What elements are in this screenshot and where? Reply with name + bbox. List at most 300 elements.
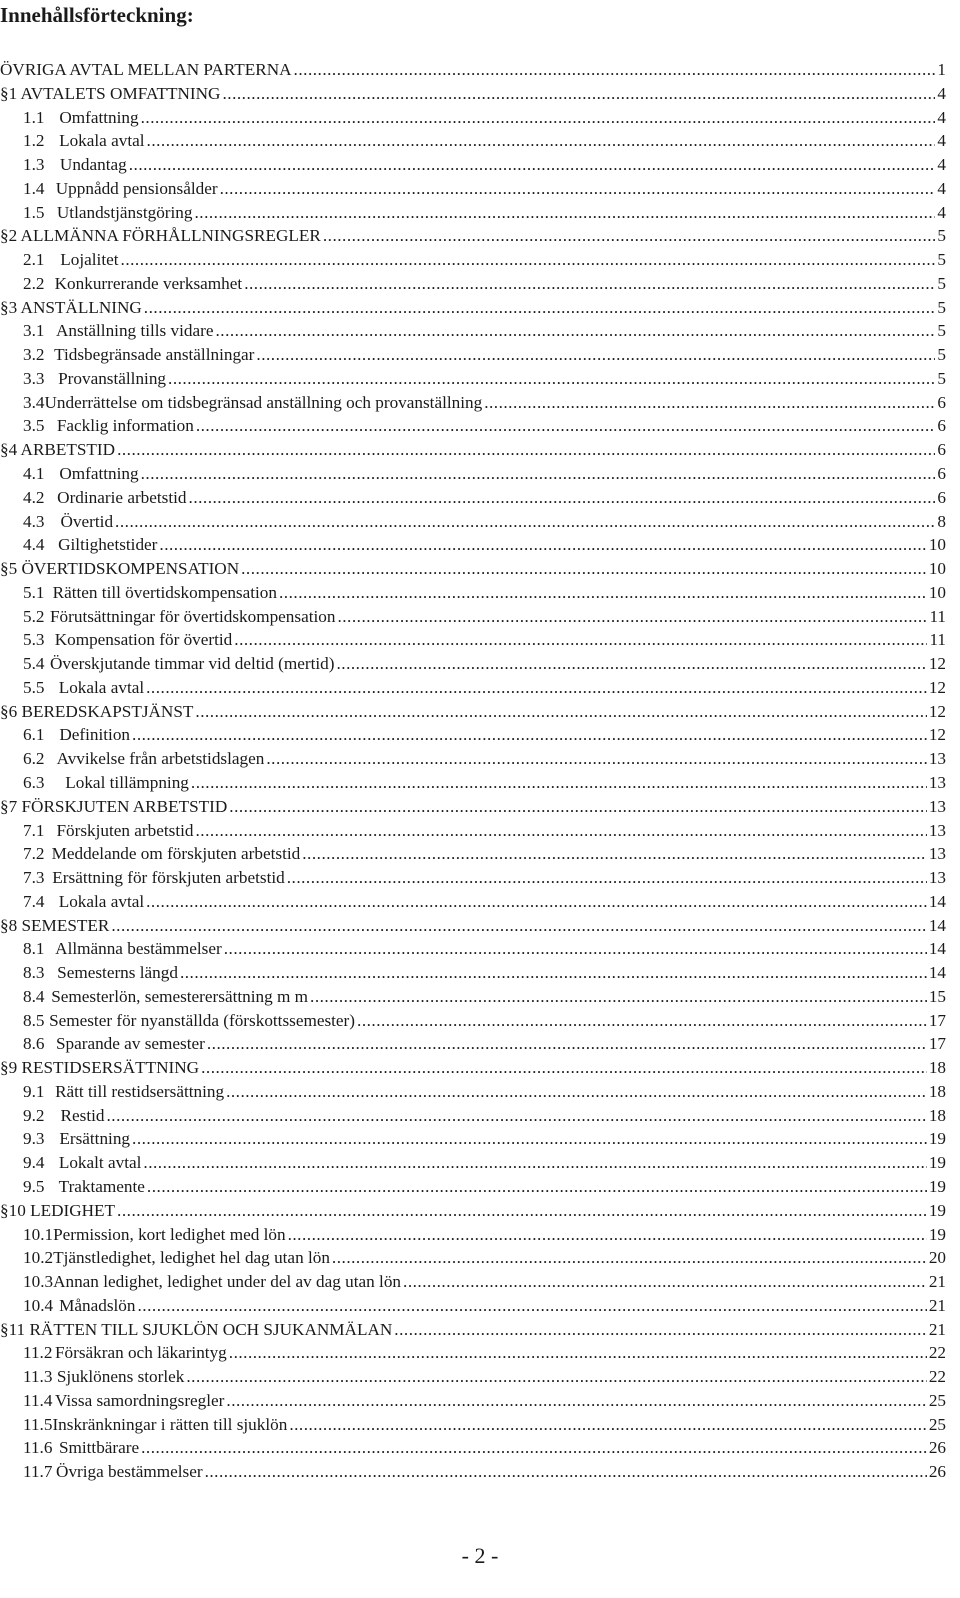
dot-leader	[159, 533, 926, 557]
dot-leader	[195, 700, 926, 724]
dot-leader	[224, 937, 927, 961]
toc-entry[interactable]	[0, 248, 946, 272]
toc-entry-page: 13	[928, 772, 946, 792]
toc-entry-title: 1 AVTALETS OMFATTNING	[8, 83, 221, 103]
toc-entry[interactable]	[0, 795, 946, 819]
toc-entry-title: Sjuklönens storlek	[56, 1367, 185, 1387]
toc-entry[interactable]	[0, 1175, 946, 1199]
toc-entry-page: 14	[928, 915, 946, 935]
toc-entry-number: 10.2	[23, 1248, 54, 1268]
toc-entry-page: 13	[928, 868, 946, 888]
toc-entry-number: 7.4	[23, 891, 45, 911]
toc-entry[interactable]	[0, 1199, 946, 1223]
toc-entry-number: 7.1	[23, 820, 45, 840]
dot-leader	[229, 1341, 927, 1365]
toc-entry[interactable]	[0, 177, 946, 201]
dot-leader	[336, 652, 926, 676]
toc-entry-page: 10	[928, 559, 946, 579]
toc-entry-page: 5	[937, 345, 946, 365]
toc-entry-page: 18	[928, 1081, 946, 1101]
toc-entry-title: Anställning tills vidare	[55, 321, 214, 341]
toc-entry[interactable]	[0, 1080, 946, 1104]
section-sign: §	[0, 83, 9, 103]
toc-entry-title: 4 ARBETSTID	[8, 440, 116, 460]
dot-leader	[287, 866, 927, 890]
toc-entry[interactable]	[0, 1460, 946, 1484]
dot-leader	[226, 1080, 927, 1104]
toc-entry-page: 5	[937, 321, 946, 341]
toc-entry-page: 12	[928, 725, 946, 745]
toc-entry-page: 10	[928, 535, 946, 555]
toc-entry-page: 25	[928, 1390, 946, 1410]
toc-entry-page: 6	[937, 416, 946, 436]
toc-entry[interactable]	[0, 723, 946, 747]
toc-heading: Innehållsförteckning:	[0, 3, 194, 27]
toc-entry-page: 5	[937, 368, 946, 388]
toc-entry-page: 19	[928, 1200, 946, 1220]
toc-entry-number: 1.4	[23, 178, 45, 198]
toc-entry-number: 11.2	[23, 1343, 53, 1363]
toc-entry-title: Lokalt avtal	[58, 1153, 142, 1173]
dot-leader	[146, 676, 927, 700]
dot-leader	[147, 129, 936, 153]
toc-entry-number: 8.3	[23, 963, 45, 983]
dot-leader	[215, 319, 935, 343]
toc-entry-title: Ordinarie arbetstid	[57, 487, 187, 507]
toc-entry[interactable]	[0, 224, 946, 248]
toc-entry-number: 11.3	[23, 1367, 53, 1387]
toc-entry-page: 15	[928, 986, 946, 1006]
dot-leader	[138, 1294, 927, 1318]
toc-entry-page: 4	[937, 107, 946, 127]
dot-leader	[141, 462, 936, 486]
toc-entry-number: 3.4	[23, 392, 45, 412]
dot-leader	[144, 296, 936, 320]
toc-entry-title: Annan ledighet, ledighet under del av dag utan lön	[53, 1272, 402, 1292]
toc-entry[interactable]	[0, 58, 946, 82]
toc-entry-page: 13	[928, 749, 946, 769]
toc-entry-number: 4.3	[23, 511, 45, 531]
dot-leader	[220, 177, 936, 201]
toc-entry-title: Ersättning	[59, 1129, 131, 1149]
dot-leader	[111, 914, 926, 938]
dot-leader	[279, 581, 927, 605]
toc-entry-page: 5	[937, 250, 946, 270]
toc-entry-page: 6	[937, 440, 946, 460]
toc-entry-page: 22	[928, 1367, 946, 1387]
toc-entry[interactable]	[0, 129, 946, 153]
toc-entry-page: 5	[937, 226, 946, 246]
toc-entry[interactable]	[0, 1032, 946, 1056]
dot-leader	[337, 605, 927, 629]
dot-leader	[234, 628, 927, 652]
toc-entry-title: Permission, kort ledighet med lön	[53, 1224, 286, 1244]
dot-leader	[201, 1056, 927, 1080]
toc-entry-title: Avvikelse från arbetstidslagen	[53, 749, 265, 769]
toc-entry-page: 6	[937, 487, 946, 507]
toc-entry-number: 4.2	[23, 487, 45, 507]
section-sign: §	[0, 915, 9, 935]
toc-entry-page: 1	[937, 60, 946, 79]
toc-entry-page: 21	[928, 1295, 946, 1315]
toc-entry-page: 13	[928, 796, 946, 816]
toc-entry-number: 8.1	[23, 939, 45, 959]
toc-entry-number: 3.2	[23, 345, 45, 365]
toc-entry-page: 6	[937, 464, 946, 484]
dot-leader	[129, 153, 936, 177]
toc-entry-title: Lokala avtal	[58, 677, 145, 697]
dot-leader	[323, 224, 936, 248]
section-sign: §	[0, 1058, 9, 1078]
toc-entry-title: Traktamente	[58, 1176, 145, 1196]
toc-entry-number: 5.5	[23, 677, 45, 697]
dot-leader	[146, 890, 927, 914]
toc-entry-title: Restid	[60, 1105, 105, 1125]
toc-entry-title: Provanställning	[58, 368, 167, 388]
toc-entry-page: 5	[937, 273, 946, 293]
dot-leader	[115, 510, 935, 534]
toc-entry-page: 22	[928, 1343, 946, 1363]
dot-leader	[357, 1009, 927, 1033]
toc-entry-title: Utlandstjänstgöring	[56, 202, 193, 222]
dot-leader	[310, 985, 927, 1009]
toc-entry-number: 1.2	[23, 131, 45, 151]
toc-entry-page: 14	[928, 891, 946, 911]
section-sign: §	[0, 297, 9, 317]
dot-leader	[244, 272, 935, 296]
toc-entry[interactable]	[0, 533, 946, 557]
toc-entry-number: 1.5	[23, 202, 45, 222]
toc-entry[interactable]	[0, 676, 946, 700]
toc-entry-number: 6.1	[23, 725, 45, 745]
toc-entry-number: 4.1	[23, 464, 45, 484]
dot-leader	[289, 1413, 927, 1437]
toc-entry[interactable]	[0, 652, 946, 676]
toc-entry-number: 2.1	[23, 250, 45, 270]
section-sign: §	[0, 559, 9, 579]
toc-entry-title: Övriga bestämmelser	[56, 1462, 203, 1482]
toc-entry-number: 5.4	[23, 654, 45, 674]
dot-leader	[132, 723, 927, 747]
toc-entry[interactable]	[0, 319, 946, 343]
dot-leader	[207, 1032, 927, 1056]
toc-entry[interactable]	[0, 272, 946, 296]
toc-entry-title: Kompensation för övertid	[54, 630, 233, 650]
toc-entry-title: Giltighetstider	[58, 535, 158, 555]
toc-entry-page: 4	[937, 83, 946, 103]
dot-leader	[294, 58, 936, 82]
toc-entry[interactable]	[0, 866, 946, 890]
toc-entry-page: 4	[937, 155, 946, 175]
toc-entry-number: 11.4	[23, 1390, 53, 1410]
dot-leader	[394, 1318, 927, 1342]
toc-entry[interactable]	[0, 842, 946, 866]
toc-entry-title: Ersättning för förskjuten arbetstid	[52, 868, 285, 888]
toc-entry-title: Försäkran och läkarintyg	[54, 1343, 227, 1363]
toc-entry-number: 5.2	[23, 606, 45, 626]
toc-entry-title: Sparande av semester	[55, 1034, 205, 1054]
toc-entry-page: 19	[928, 1224, 946, 1244]
toc-entry-page: 17	[928, 1010, 946, 1030]
dot-leader	[117, 438, 935, 462]
toc-entry-page: 19	[928, 1176, 946, 1196]
table-of-contents	[0, 58, 946, 1484]
toc-entry-page: 13	[928, 820, 946, 840]
toc-entry[interactable]	[0, 391, 946, 415]
toc-entry-number: 11.7	[23, 1462, 53, 1482]
dot-leader	[168, 367, 935, 391]
toc-entry[interactable]	[0, 1151, 946, 1175]
toc-entry[interactable]	[0, 1413, 946, 1437]
toc-entry[interactable]	[0, 510, 946, 534]
toc-entry[interactable]	[0, 771, 946, 795]
dot-leader	[195, 819, 926, 843]
toc-entry-number: 9.5	[23, 1176, 45, 1196]
toc-entry-title: Smittbärare	[58, 1438, 140, 1458]
toc-entry[interactable]	[0, 438, 946, 462]
toc-entry-page: 18	[928, 1105, 946, 1125]
toc-entry[interactable]	[0, 557, 946, 581]
dot-leader	[121, 248, 936, 272]
dot-leader	[205, 1460, 927, 1484]
dot-leader	[266, 747, 926, 771]
toc-entry-number: 3.3	[23, 368, 45, 388]
toc-entry-title: Undantag	[59, 155, 127, 175]
toc-entry-title: Semesterns längd	[57, 963, 178, 983]
dot-leader	[189, 486, 936, 510]
toc-entry-title: Lokala avtal	[58, 891, 145, 911]
toc-entry-number: 3.5	[23, 416, 45, 436]
toc-entry-number: 9.2	[23, 1105, 45, 1125]
toc-entry[interactable]	[0, 1389, 946, 1413]
toc-entry-title: Rätt till restidsersättning	[55, 1081, 225, 1101]
toc-entry-title: Underrättelse om tidsbegränsad anställning och provanställning	[44, 392, 483, 412]
toc-entry-page: 8	[937, 511, 946, 531]
page-number-footer: - 2 -	[461, 1543, 499, 1568]
toc-entry-title: Omfattning	[59, 107, 139, 127]
toc-entry-number: 10.1	[23, 1224, 54, 1244]
toc-entry-page: 5	[937, 297, 946, 317]
toc-entry[interactable]	[0, 1270, 946, 1294]
toc-entry-page: 12	[928, 677, 946, 697]
toc-entry[interactable]	[0, 1436, 946, 1460]
toc-entry-number: 2.2	[23, 273, 45, 293]
toc-entry-page: 12	[928, 701, 946, 721]
toc-entry[interactable]	[0, 1009, 946, 1033]
toc-entry[interactable]	[0, 605, 946, 629]
dot-leader	[403, 1270, 927, 1294]
toc-entry[interactable]	[0, 914, 946, 938]
toc-entry-title: Meddelande om förskjuten arbetstid	[51, 844, 301, 864]
dot-leader	[332, 1246, 927, 1270]
toc-entry[interactable]	[0, 82, 946, 106]
dot-leader	[191, 771, 927, 795]
dot-leader	[180, 961, 927, 985]
toc-entry[interactable]	[0, 1341, 946, 1365]
toc-entry[interactable]	[0, 414, 946, 438]
dot-leader	[141, 106, 936, 130]
toc-entry[interactable]	[0, 462, 946, 486]
toc-entry-title: 7 FÖRSKJUTEN ARBETSTID	[8, 796, 228, 816]
toc-entry-number: 9.1	[23, 1081, 45, 1101]
toc-entry-number: 8.4	[23, 986, 45, 1006]
toc-entry-page: 11	[929, 630, 946, 650]
toc-entry-page: 20	[928, 1248, 946, 1268]
dot-leader	[241, 557, 927, 581]
toc-entry-title: 3 ANSTÄLLNING	[8, 297, 142, 317]
toc-entry-number: 5.3	[23, 630, 45, 650]
dot-leader	[194, 201, 935, 225]
dot-leader	[132, 1127, 927, 1151]
toc-entry-number: 6.2	[23, 749, 45, 769]
dot-leader	[226, 1389, 926, 1413]
toc-entry[interactable]	[0, 1104, 946, 1128]
toc-entry-title: Uppnådd pensionsålder	[55, 178, 218, 198]
section-sign: §	[0, 1319, 9, 1339]
toc-entry-title: Övertid	[60, 511, 114, 531]
toc-entry[interactable]	[0, 700, 946, 724]
toc-entry-number: 4.4	[23, 535, 45, 555]
toc-entry-title: 9 RESTIDSERSÄTTNING	[8, 1058, 200, 1078]
section-sign: §	[0, 796, 9, 816]
toc-entry-page: 26	[928, 1462, 946, 1482]
toc-entry-title: Rätten till övertidskompensation	[52, 582, 277, 602]
dot-leader	[256, 343, 935, 367]
toc-entry[interactable]	[0, 296, 946, 320]
toc-entry-page: 4	[937, 202, 946, 222]
toc-entry-number: 3.1	[23, 321, 45, 341]
toc-entry[interactable]	[0, 937, 946, 961]
toc-entry-title: Facklig information	[56, 416, 194, 436]
toc-entry-page: 4	[937, 178, 946, 198]
toc-entry-title: Förutsättningar för övertidskompensation	[49, 606, 336, 626]
toc-entry-page: 6	[937, 392, 946, 412]
toc-entry[interactable]	[0, 1056, 946, 1080]
toc-entry-page: 25	[928, 1414, 946, 1434]
toc-entry[interactable]	[0, 890, 946, 914]
toc-entry[interactable]	[0, 747, 946, 771]
section-sign: §	[0, 226, 9, 246]
toc-entry-title: Förskjuten arbetstid	[56, 820, 194, 840]
dot-leader	[141, 1436, 927, 1460]
toc-entry-title: Inskränkningar i rätten till sjuklön	[52, 1414, 288, 1434]
toc-entry[interactable]	[0, 1246, 946, 1270]
toc-entry[interactable]	[0, 201, 946, 225]
toc-entry-page: 17	[928, 1034, 946, 1054]
toc-entry-page: 14	[928, 939, 946, 959]
toc-entry[interactable]	[0, 1127, 946, 1151]
toc-entry[interactable]	[0, 343, 946, 367]
toc-entry-number: 6.3	[23, 772, 45, 792]
toc-entry-title: Konkurrerande verksamhet	[54, 273, 243, 293]
toc-entry[interactable]	[0, 628, 946, 652]
toc-entry-title: Semesterlön, semesterersättning m m	[51, 986, 309, 1006]
dot-leader	[222, 82, 935, 106]
toc-entry-page: 14	[928, 963, 946, 983]
toc-entry-page: 12	[928, 654, 946, 674]
dot-leader	[147, 1175, 927, 1199]
toc-entry-page: 4	[937, 131, 946, 151]
toc-entry-number: 7.2	[23, 844, 45, 864]
dot-leader	[196, 414, 936, 438]
toc-entry-title: Vissa samordningsregler	[55, 1390, 225, 1410]
toc-entry-number: 11.6	[23, 1438, 53, 1458]
section-sign: §	[0, 701, 9, 721]
toc-entry[interactable]	[0, 985, 946, 1009]
toc-entry-page: 19	[928, 1129, 946, 1149]
toc-entry-number: 8.5	[23, 1010, 45, 1030]
toc-entry-page: 13	[928, 844, 946, 864]
toc-entry[interactable]	[0, 1223, 946, 1247]
toc-entry-title: Lokal tillämpning	[56, 772, 189, 792]
toc-entry-title: Tidsbegränsade anställningar	[54, 345, 255, 365]
toc-entry-page: 21	[928, 1319, 946, 1339]
toc-entry-title: Definition	[59, 725, 131, 745]
toc-entry[interactable]	[0, 819, 946, 843]
dot-leader	[143, 1151, 926, 1175]
toc-entry-title: 11 RÄTTEN TILL SJUKLÖN OCH SJUKANMÄLAN	[8, 1319, 393, 1339]
dot-leader	[117, 1199, 927, 1223]
toc-entry-title: Semester för nyanställda (förskottssemester)	[49, 1010, 356, 1030]
toc-entry-page: 18	[928, 1058, 946, 1078]
dot-leader	[186, 1365, 926, 1389]
toc-entry[interactable]	[0, 367, 946, 391]
toc-entry[interactable]	[0, 153, 946, 177]
toc-entry-title: Månadslön	[59, 1295, 136, 1315]
toc-entry-title: Lojalitet	[60, 250, 119, 270]
toc-entry-number: 1.1	[23, 107, 45, 127]
toc-entry-page: 10	[928, 582, 946, 602]
section-sign: §	[0, 1200, 9, 1220]
toc-entry-number: 9.3	[23, 1129, 45, 1149]
toc-entry-number: 11.5	[23, 1414, 53, 1434]
toc-entry-title: 10 LEDIGHET	[8, 1200, 116, 1220]
dot-leader	[484, 391, 935, 415]
toc-entry[interactable]	[0, 486, 946, 510]
toc-entry-title: Överskjutande timmar vid deltid (mertid)	[50, 654, 335, 674]
toc-entry[interactable]	[0, 1318, 946, 1342]
toc-entry-number: 1.3	[23, 155, 45, 175]
toc-entry-number: 8.6	[23, 1034, 45, 1054]
toc-entry-title: 2 ALLMÄNNA FÖRHÅLLNINGSREGLER	[8, 226, 321, 246]
toc-entry-number: 10.4	[23, 1295, 54, 1315]
toc-entry[interactable]	[0, 581, 946, 605]
toc-entry[interactable]	[0, 961, 946, 985]
toc-entry-number: 5.1	[23, 582, 45, 602]
toc-entry-title: Omfattning	[59, 464, 139, 484]
toc-entry-title: 6 BEREDSKAPSTJÄNST	[8, 701, 194, 721]
toc-entry-number: 10.3	[23, 1272, 54, 1292]
dot-leader	[302, 842, 927, 866]
toc-entry-page: 11	[929, 606, 946, 626]
toc-entry[interactable]	[0, 1365, 946, 1389]
toc-entry-page: 19	[928, 1153, 946, 1173]
toc-entry-number: 9.4	[23, 1153, 45, 1173]
dot-leader	[229, 795, 927, 819]
dot-leader	[288, 1223, 927, 1247]
toc-entry-page: 21	[928, 1272, 946, 1292]
toc-entry-title: ÖVRIGA AVTAL MELLAN PARTERNA	[0, 60, 292, 79]
toc-entry[interactable]	[0, 1294, 946, 1318]
toc-entry[interactable]	[0, 106, 946, 130]
toc-entry-title: Allmänna bestämmelser	[55, 939, 222, 959]
toc-entry-title: 5 ÖVERTIDSKOMPENSATION	[8, 559, 240, 579]
toc-entry-title: 8 SEMESTER	[8, 915, 110, 935]
dot-leader	[106, 1104, 926, 1128]
toc-entry-title: Lokala avtal	[59, 131, 145, 151]
toc-entry-number: 7.3	[23, 868, 45, 888]
toc-entry-title: Tjänstledighet, ledighet hel dag utan lön	[53, 1248, 330, 1268]
